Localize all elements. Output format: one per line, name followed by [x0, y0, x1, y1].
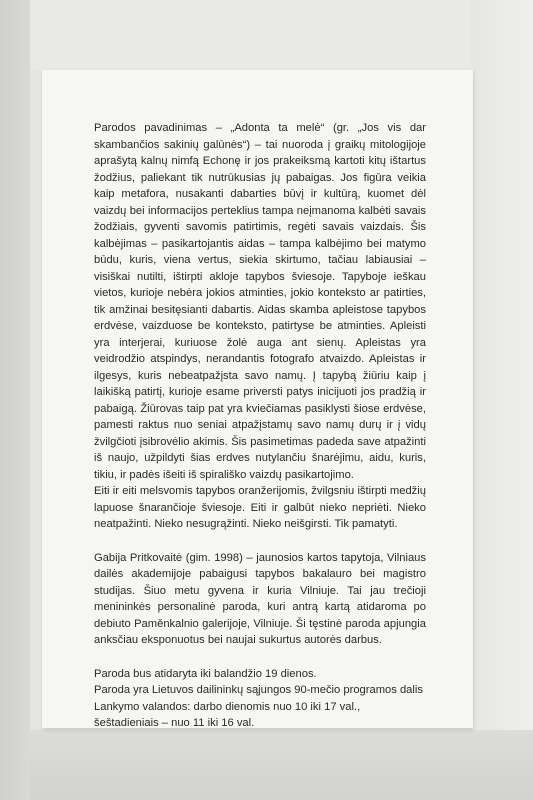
exhibition-text-body	[94, 120, 426, 732]
exhibition-dates: Paroda bus atidaryta iki balandžio 19 dienos.	[94, 667, 317, 680]
intro-paragraph-closing: Eiti ir eiti melsvomis tapybos oranžerijomis, žvilgsniu ištirpti medžių lapuose šnarančioje šviesoje. Eiti ir galbūt nieko nepriėti. Nieko neatpažinti. Nieko nesugrąžinti. Nieko neišgirsti. Tik pamatyti.	[94, 485, 426, 530]
exhibition-text-panel	[42, 70, 473, 728]
gallery-wall-right	[471, 0, 533, 800]
paragraph-gap	[94, 533, 426, 550]
exhibition-info	[94, 666, 426, 732]
gallery-floor	[30, 730, 533, 800]
gallery-wall-left	[0, 0, 30, 800]
paragraph-gap	[94, 649, 426, 666]
intro-paragraph: Parodos pavadinimas – „Adonta ta melė“ (gr. „Jos vis dar skambančios sakinių galūnės“) – tai nuoroda į graikų mitologijoje aprašytą kalnų nimfą Echonę ir jos prakeiksmą kartoti kitų ištartus žodžius, paliekant tik nutrūkusias jų pabaigas. Jos figūra veikia kaip metafora, nusakanti dabarties būvį ir kultūrą, kuomet dėl vaizdų bei informacijos perteklius tampa neįmanoma kalbėti savais žodžiais, gyventi savomis patirtimis, regėti savais vaizdais. Šis kalbėjimas – pasikartojantis aidas – tampa kalbėjimo bei matymo būdu, kuris, viena vertus, siekia skirtumo, tačiau labiausiai – visiškai nutilti, ištirpti akloje tapybos šviesoje. Tapyboje ieškau vietos, kurioje nebėra jokios atminties, jokio konteksto ar patirties, tik amžinai besitęsianti dabartis. Aidas skamba apleistose tapybos erdvėse, vaizduose be konteksto, patirtyse be atminties. Apleisti yra interjerai, kuriuose žolė auga ant sienų. Apleistas yra veidrodžio atspindys, nerandantis fotografo atvaizdo. Apleistas ir ilgesys, kuris nebeatpažįsta savo namų. Į tapybą žiūriu kaip į laikišką patirtį, kurioje esame priversti patys inicijuoti jos pradžią ir pabaigą. Žiūrovas taip pat yra kviečiamas pasiklysti šiose erdvėse, pamesti raktus nuo seniai atpažįstamų savo namų durų ir į vidų žvilgčioti įsibrovėlio akimis. Šis pasimetimas padeda save atpažinti iš naujo, užpildyti šias erdves nutylančiu šnarėjimu, aidu, kuris, tikiu, ir padės išeiti iš spirališko vaizdų pasikartojimo.	[94, 122, 426, 481]
opening-hours: Lankymo valandos: darbo dienomis nuo 10 iki 17 val., šeštadieniais – nuo 11 iki 16 val.	[94, 700, 361, 729]
artist-bio-paragraph: Gabija Pritkovaitė (gim. 1998) – jaunosios kartos tapytoja, Vilniaus dailės akademijoje pabaigusi tapybos bakalauro bei magistro studijas. Šiuo metu gyvena ir kuria Vilniuje. Tai jau trečioji menininkės personalinė paroda, kuri antrą kartą atidaroma po debiuto Paměnkalnio galerijoje, Vilniuje. Ši tęstinė paroda apjungia anksčiau eksponuotus bei naujai sukurtus autorės darbus.	[94, 551, 426, 646]
gallery-wall-top	[30, 0, 533, 70]
exhibition-program: Paroda yra Lietuvos dailininkų sąjungos 90-mečio programos dalis	[94, 684, 423, 696]
